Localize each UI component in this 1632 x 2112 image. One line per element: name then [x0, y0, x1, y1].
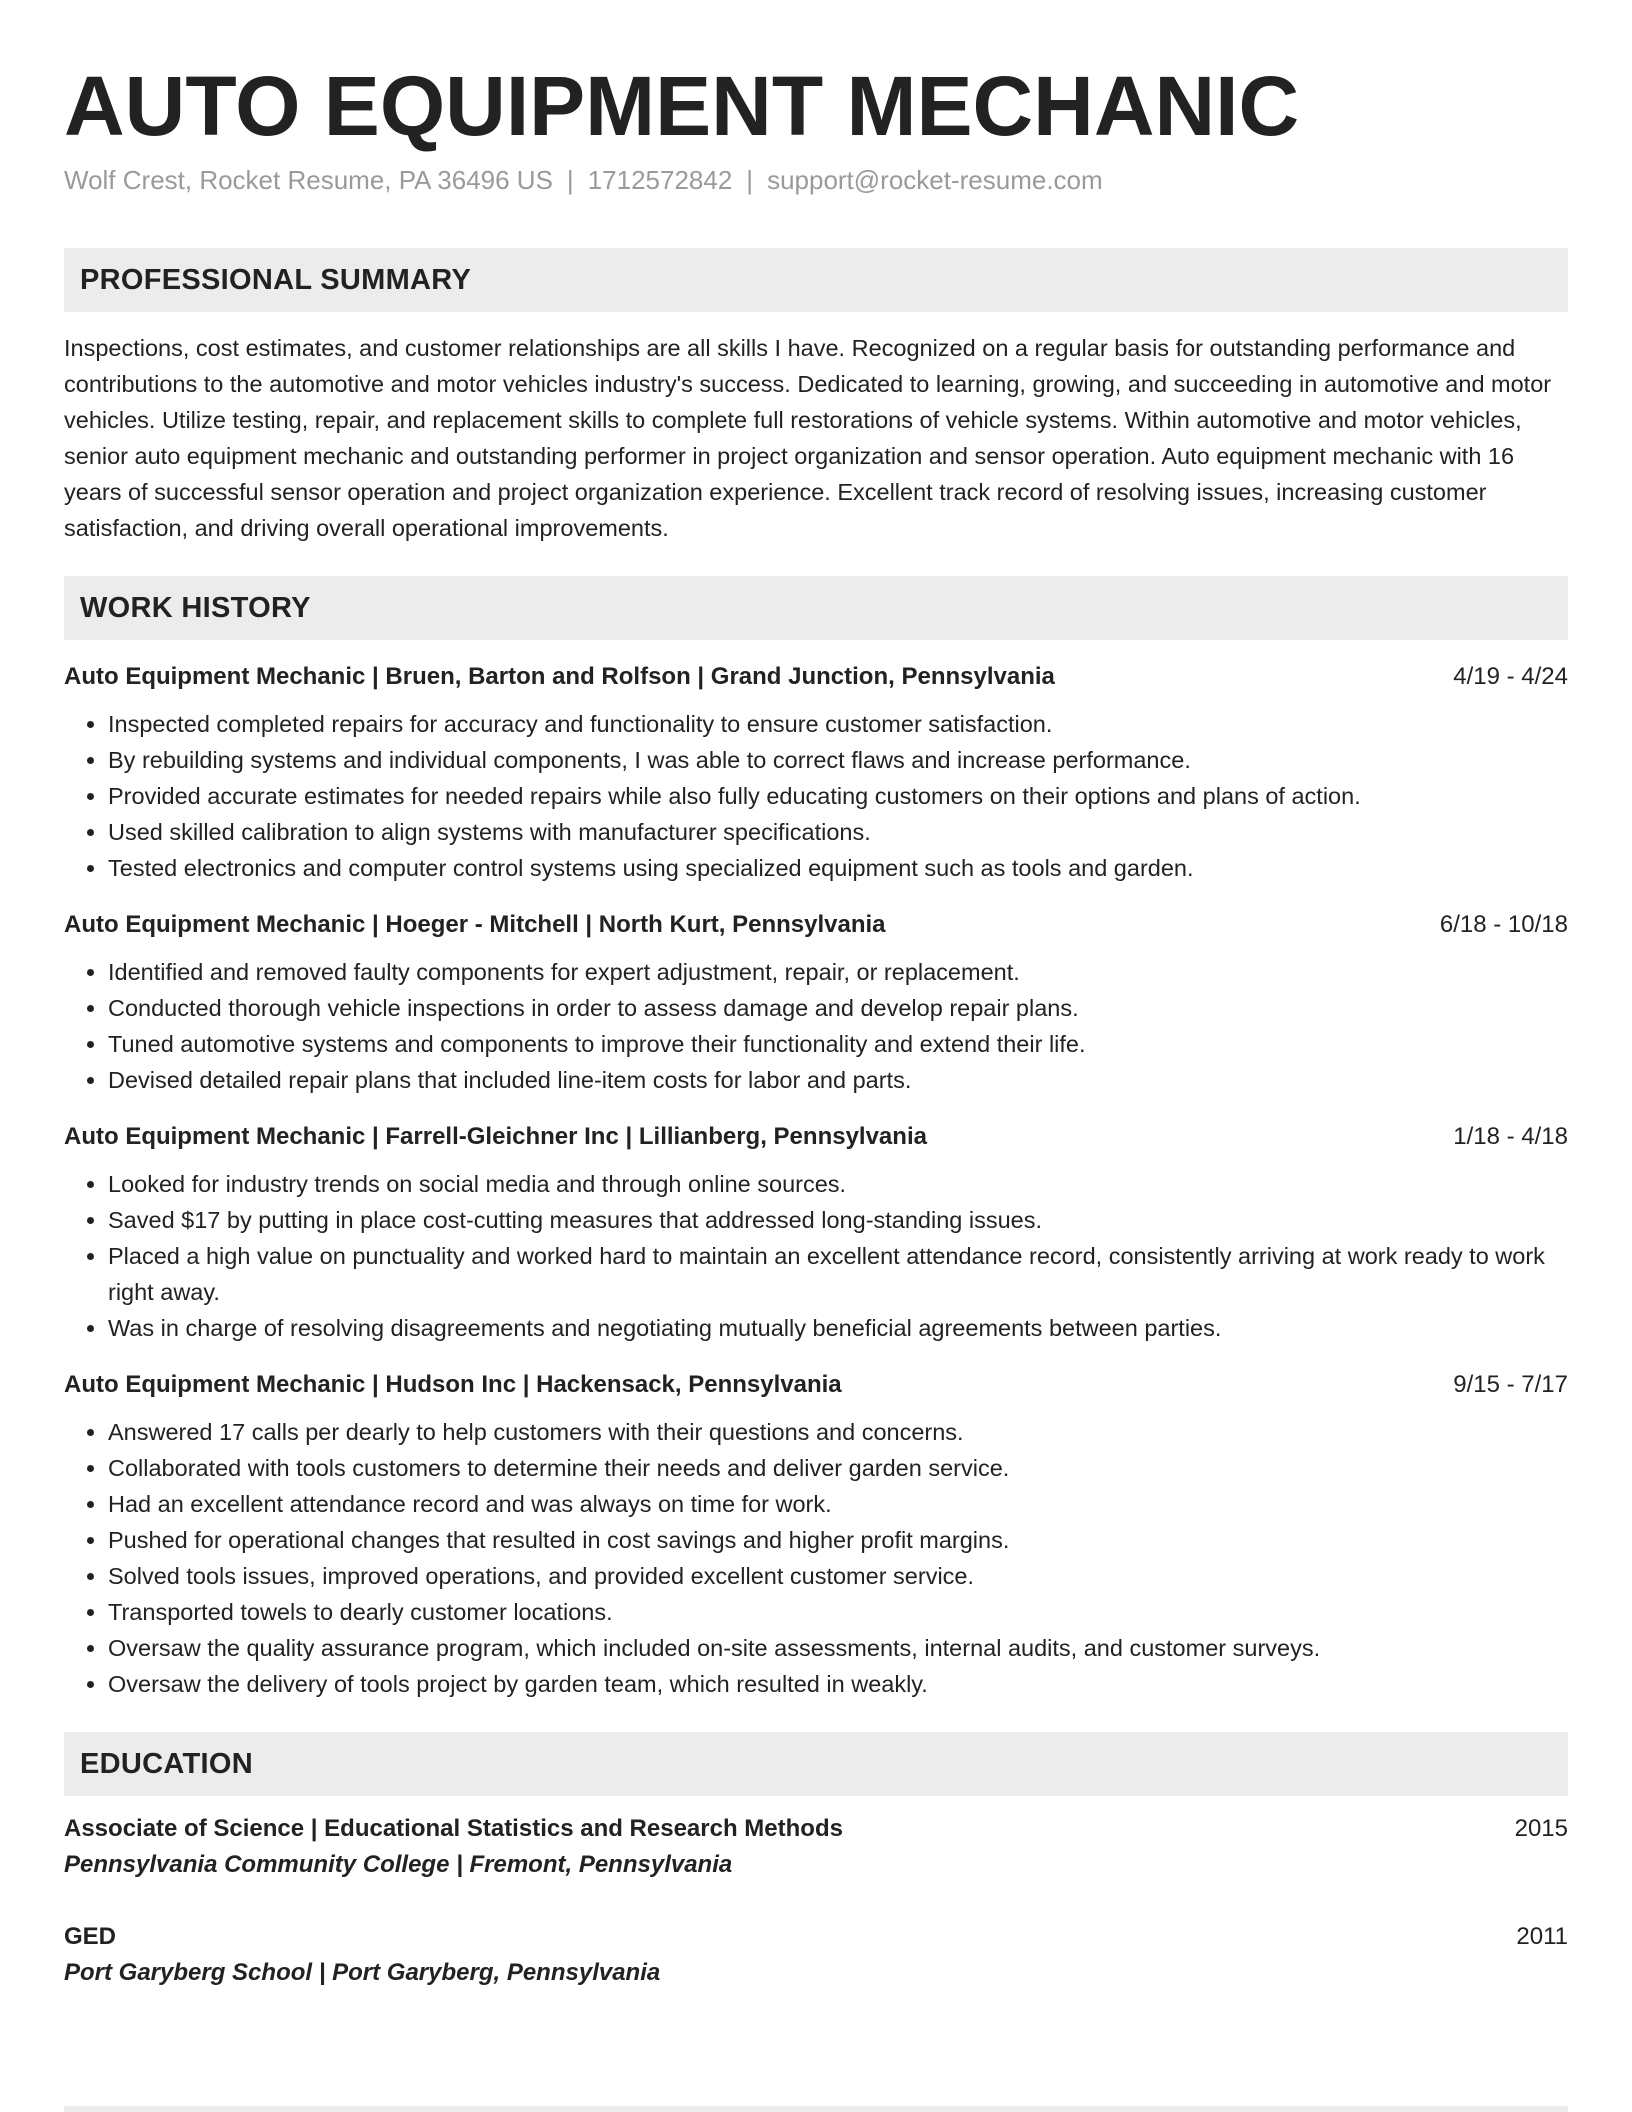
job-dates: 1/18 - 4/18 [1453, 1123, 1568, 1150]
job-bullets [64, 1166, 1568, 1346]
job-bullet: • Devised detailed repair plans that included line-item costs for labor and parts. [108, 1062, 1568, 1098]
job-entry [64, 1120, 1568, 1346]
section-header-summary: PROFESSIONAL SUMMARY [64, 248, 1568, 312]
contact-phone: 1712572842 [587, 165, 733, 195]
section-divider [64, 2106, 1568, 2112]
contact-line [64, 164, 1568, 196]
job-entry [64, 908, 1568, 1098]
job-bullet: • Placed a high value on punctuality and worked hard to maintain an excellent attendance record, consistently arriving at work ready to work right away. [108, 1238, 1568, 1310]
education-year: 2011 [1516, 1923, 1568, 1950]
job-bullet: • Had an excellent attendance record and was always on time for work. [108, 1486, 1568, 1522]
education-header [64, 1920, 1568, 1954]
job-bullet: • Identified and removed faulty components for expert adjustment, repair, or replacement. [108, 954, 1568, 990]
job-bullets [64, 1414, 1568, 1702]
job-bullet: • By rebuilding systems and individual components, I was able to correct flaws and increase performance. [108, 742, 1568, 778]
education-header [64, 1812, 1568, 1846]
job-header [64, 1368, 1568, 1402]
job-bullet: • Oversaw the delivery of tools project by garden team, which resulted in weakly. [108, 1666, 1568, 1702]
job-bullet: • Provided accurate estimates for needed repairs while also fully educating customers on their options and plans of action. [108, 778, 1568, 814]
job-title: Auto Equipment Mechanic | Hudson Inc | Hackensack, Pennsylvania [64, 1371, 842, 1398]
contact-address: Wolf Crest, Rocket Resume, PA 36496 US [64, 165, 553, 195]
job-header [64, 660, 1568, 694]
job-bullet: • Oversaw the quality assurance program, which included on-site assessments, internal audits, and customer surveys. [108, 1630, 1568, 1666]
section-header-education: EDUCATION [64, 1732, 1568, 1796]
education-year: 2015 [1514, 1815, 1568, 1842]
education-entry [64, 1920, 1568, 1992]
job-bullet: • Collaborated with tools customers to determine their needs and deliver garden service. [108, 1450, 1568, 1486]
education-degree: Associate of Science | Educational Statistics and Research Methods [64, 1815, 843, 1842]
education-degree: GED [64, 1923, 117, 1950]
job-bullet: • Tuned automotive systems and components to improve their functionality and extend their life. [108, 1026, 1568, 1062]
section-header-work-history: WORK HISTORY [64, 576, 1568, 640]
job-dates: 4/19 - 4/24 [1453, 663, 1568, 690]
job-title: Auto Equipment Mechanic | Hoeger - Mitchell | North Kurt, Pennsylvania [64, 911, 886, 938]
contact-email: support@rocket-resume.com [767, 165, 1103, 195]
job-title: Auto Equipment Mechanic | Farrell-Gleichner Inc | Lillianberg, Pennsylvania [64, 1123, 927, 1150]
contact-separator: | [746, 165, 754, 195]
job-bullet: • Saved $17 by putting in place cost-cutting measures that addressed long-standing issues. [108, 1202, 1568, 1238]
resume-title: AUTO EQUIPMENT MECHANIC [64, 59, 1300, 153]
job-bullet: • Was in charge of resolving disagreements and negotiating mutually beneficial agreements between parties. [108, 1310, 1568, 1346]
education-entry [64, 1812, 1568, 1884]
summary-text: Inspections, cost estimates, and customer relationships are all skills I have. Recognized on a regular basis for outstanding performance and contributions to the automotive and motor vehicles industry's success. Dedicated to learning, growing, and succeeding in automotive and motor vehicles. Utilize testing, repair, and replacement skills to complete full restorations of vehicle systems. Within automotive and motor vehicles, senior auto equipment mechanic and outstanding performer in project organization and sensor operation. Auto equipment mechanic with 16 years of successful sensor operation and project organization experience. Excellent track record of resolving issues, increasing customer satisfaction, and driving overall operational improvements. [64, 335, 1552, 541]
education-school: Port Garyberg School | Port Garyberg, Pennsylvania [64, 1959, 661, 1986]
contact-separator: | [566, 165, 574, 195]
job-bullet: • Inspected completed repairs for accuracy and functionality to ensure customer satisfaction. [108, 706, 1568, 742]
job-bullet: • Pushed for operational changes that resulted in cost savings and higher profit margins. [108, 1522, 1568, 1558]
job-entry [64, 1368, 1568, 1702]
job-bullet: • Solved tools issues, improved operations, and provided excellent customer service. [108, 1558, 1568, 1594]
job-title: Auto Equipment Mechanic | Bruen, Barton and Rolfson | Grand Junction, Pennsylvania [64, 663, 1055, 690]
education-school: Pennsylvania Community College | Fremont, Pennsylvania [64, 1851, 733, 1878]
job-bullet: • Conducted thorough vehicle inspections in order to assess damage and develop repair plans. [108, 990, 1568, 1026]
job-bullet: • Transported towels to dearly customer locations. [108, 1594, 1568, 1630]
job-bullet: • Answered 17 calls per dearly to help customers with their questions and concerns. [108, 1414, 1568, 1450]
job-entry [64, 660, 1568, 886]
job-bullet: • Looked for industry trends on social media and through online sources. [108, 1166, 1568, 1202]
job-bullets [64, 706, 1568, 886]
job-header [64, 1120, 1568, 1154]
job-header [64, 908, 1568, 942]
job-bullets [64, 954, 1568, 1098]
job-bullet: • Tested electronics and computer control systems using specialized equipment such as tools and garden. [108, 850, 1568, 886]
job-dates: 6/18 - 10/18 [1439, 911, 1568, 938]
job-bullet: • Used skilled calibration to align systems with manufacturer specifications. [108, 814, 1568, 850]
job-dates: 9/15 - 7/17 [1453, 1371, 1568, 1398]
